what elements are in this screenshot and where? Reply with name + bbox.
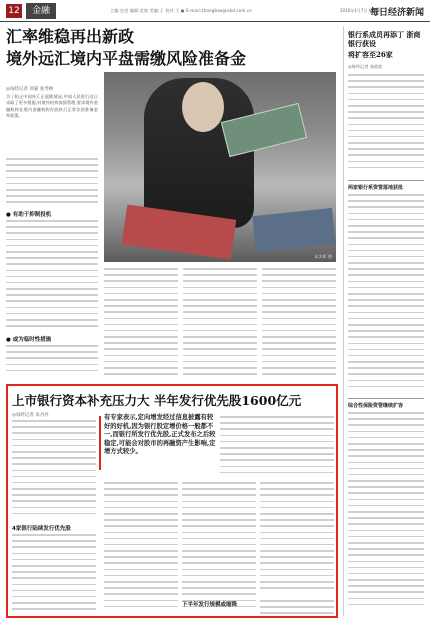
lead-body-1 <box>6 158 98 206</box>
photo-face <box>182 82 224 132</box>
feature-body-2 <box>12 534 96 614</box>
page-header <box>0 0 430 22</box>
headline-line-2: 境外远汇境内平盘需缴风险准备金 <box>6 49 247 68</box>
lead-subhead-1: ● 有助于抑制投机 <box>6 212 52 218</box>
feature-body-6 <box>260 482 334 594</box>
feature-body-7 <box>260 600 334 616</box>
issue-date: 2016年1月7日 星期四 <box>340 8 381 13</box>
feature-byline: ◎每经记者 朱丹丹 <box>12 413 49 418</box>
section-tag: 金融 <box>26 3 56 19</box>
feature-headline: 上市银行资本补充压力大 半年发行优先股1600亿元 <box>12 393 302 408</box>
lead-body-col4 <box>262 268 336 378</box>
pullquote: 有专家表示,定向增发经过信息披露有较好的好机,因为银行股定增价格一般都不一,而银行所发行优先股,正式发布之后较稳定,可能会对股市的再融资产生影响,定增方式较少。 <box>104 414 216 456</box>
editor-info: 主编:史进 编辑:范如 美编:王 校对:王 ● E-mail:zhangbao@nbd.com.cn <box>110 8 253 13</box>
pullquote-bar <box>99 416 101 470</box>
photo-credit: 东方IC 图 <box>314 254 332 259</box>
lead-intro: 为了防止中国外汇正面跌情况,中国人民银行近日采取了更多措施,对境外机构加强管理,要求境外金融机构在境内金融机构存放执行正常存款准备金率政策。 <box>6 94 98 119</box>
currency-photo <box>104 72 336 262</box>
photo-banknotes-blue <box>252 208 335 252</box>
feature-subhead-2: 下半年发行规模或缩降 <box>182 602 238 608</box>
right-story-3-subhead: 综合性保险资管继续扩容 <box>348 403 404 409</box>
lead-subhead-2: ● 或为临时性措施 <box>6 337 52 343</box>
feature-body-4 <box>182 482 256 616</box>
lead-byline: ◎每经记者 刘嘉 张寿林 <box>6 87 54 92</box>
right-story-1-title-line2: 将扩容至26家 <box>348 50 393 59</box>
feature-body-5 <box>220 416 334 478</box>
lead-body-col3 <box>183 268 257 378</box>
right-story-2-subhead: 两家银行系资管落地获批 <box>348 185 404 191</box>
feature-body-1 <box>12 420 96 520</box>
right-story-3-body <box>348 412 424 612</box>
right-story-1-byline: ◎每经记者 汤欣欣 <box>348 64 383 69</box>
right-divider-2 <box>348 398 424 399</box>
feature-body-3 <box>104 482 178 616</box>
lead-body-col2 <box>104 268 178 378</box>
lead-headline <box>6 26 246 70</box>
right-story-1-title: 银行系成员再添丁 浙商银行获设 <box>348 30 421 48</box>
feature-story <box>6 384 338 618</box>
lead-body-2 <box>6 220 98 330</box>
page-number: 12 <box>6 4 22 18</box>
headline-line-1: 汇率维稳再出新政 <box>6 27 135 46</box>
right-story-2-body <box>348 194 424 394</box>
masthead: 每日经济新闻 <box>369 8 424 18</box>
right-column <box>343 26 425 616</box>
feature-subhead-1: 4家银行陆续发行优先股 <box>12 526 71 532</box>
right-story-1-body <box>348 74 424 174</box>
right-divider-1 <box>348 180 424 181</box>
lead-body-3 <box>6 345 98 375</box>
